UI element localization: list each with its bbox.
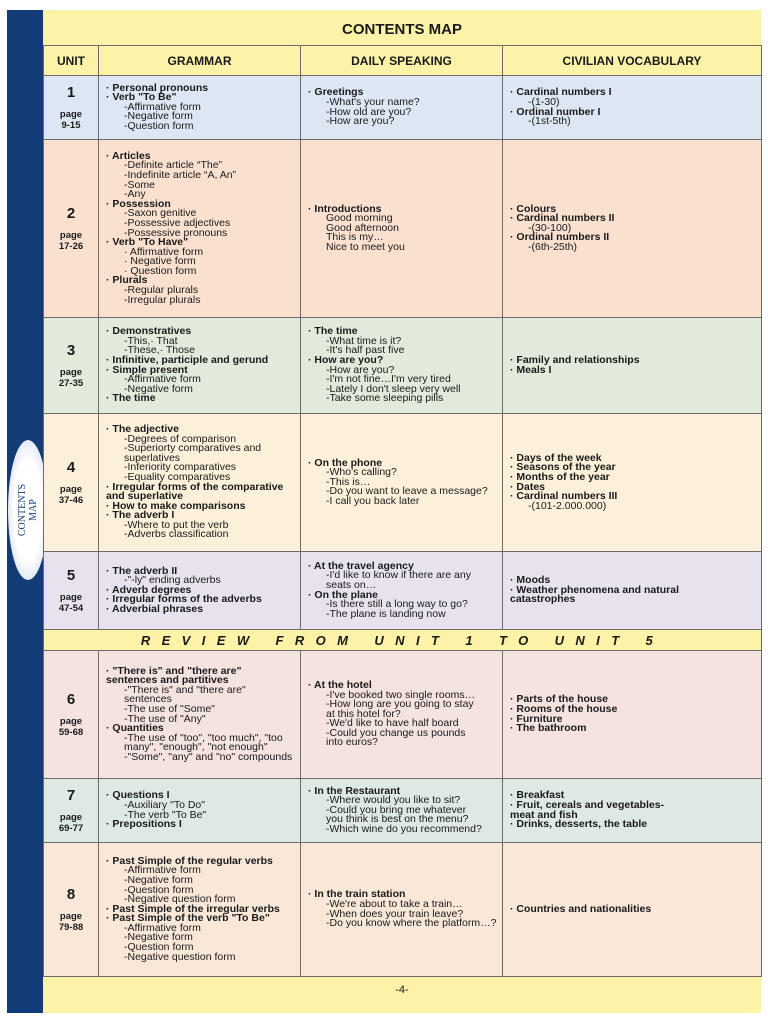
header-unit: UNIT [44,46,99,76]
speaking-line: Good afternoon [326,221,399,234]
tab-label-line-1: CONTENTS [17,483,28,537]
cell-unit [44,779,99,843]
grammar-line: · Possession [106,197,171,210]
speaking-line: -What time is it? [326,334,402,347]
speaking-list [301,559,502,620]
grammar-list [99,327,300,404]
cell-speaking [301,140,503,318]
grammar-line: · Negative form [124,255,196,268]
grammar-list [99,664,300,763]
header-vocabulary: CIVILIAN VOCABULARY [503,46,762,76]
speaking-line: · In the Restaurant [308,784,401,797]
cell-grammar [99,843,301,977]
grammar-line: · Irregular forms of the adverbs [106,593,262,606]
grammar-line: · Plurals [106,274,148,287]
cell-vocabulary [503,843,762,977]
vocabulary-line: · Ordinal numbers II [510,231,610,244]
speaking-line: -This is… [326,475,371,488]
speaking-line: · At the hotel [308,678,372,691]
vocabulary-line: -(1-30) [528,95,560,108]
speaking-line: you think is best on the menu? [326,813,469,826]
grammar-line: · Past Simple of the verb "To Be" [106,912,270,925]
speaking-line: -I'm not fine…I'm very tired [326,373,451,386]
grammar-line: -The use of "Some" [124,702,215,715]
vocabulary-list [503,576,761,605]
vocabulary-line: meat and fish [510,808,578,821]
speaking-line: · On the phone [308,456,383,469]
grammar-line: · Articles [106,149,151,162]
vocabulary-line: -(30-100) [528,221,572,234]
grammar-line: -Indefinite article “A, An” [124,168,237,181]
tab-label-line-2: MAP [28,499,39,521]
grammar-line: -Superiorty comparatives and [124,442,262,455]
grammar-line: · Verb "To Be" [106,91,177,104]
vocabulary-line: -(101-2.000.000) [528,499,607,512]
cell-unit [44,651,99,779]
speaking-line: -The plane is landing now [326,607,446,620]
speaking-line: -How are you? [326,363,395,376]
speaking-line: seats on… [326,578,377,591]
unit-page-range: 47-54 [58,603,84,614]
speaking-line: -It's half past five [326,344,405,357]
header-row [44,46,762,76]
vocabulary-list [503,791,761,829]
grammar-line: -Saxon genitive [124,207,197,220]
grammar-line: -Adverbs classification [124,528,229,541]
grammar-line: · The adverb I [106,509,175,522]
unit-row [44,651,762,779]
speaking-line: -Is there still a long way to go? [326,598,468,611]
cell-unit [44,414,99,552]
grammar-line: -Negative question form [124,950,236,963]
vocabulary-line: · Family and relationships [510,353,640,366]
grammar-line: superlatives [124,451,181,464]
speaking-line: · Greetings [308,86,364,99]
speaking-line: · At the travel agency [308,559,414,572]
speaking-line: Good morning [326,212,393,225]
cell-grammar [99,414,301,552]
vocabulary-line: · Rooms of the house [510,702,618,715]
unit-number: 2 [66,205,76,222]
unit-row [44,552,762,630]
vocabulary-line: · Weather phenomena and natural [510,583,679,596]
grammar-line: · Demonstratives [106,325,192,338]
vocabulary-line: · Parts of the house [510,693,609,706]
speaking-line: · Introductions [308,202,382,215]
grammar-line: -Question form [124,119,194,132]
grammar-line: -"Some", "any" and "no" compounds [124,750,293,763]
vocabulary-line: -(1st-5th) [528,115,571,128]
vocabulary-line: -(6th-25th) [528,240,578,253]
speaking-line: -When does your train leave? [326,907,464,920]
grammar-line: · Adverb degrees [106,583,192,596]
vocabulary-line: catastrophes [510,593,576,606]
cell-vocabulary [503,414,762,552]
speaking-list [301,202,502,253]
vocabulary-line: · Breakfast [510,789,565,802]
speaking-line: · In the train station [308,888,406,901]
grammar-line: -Question form [124,941,194,954]
unit-row [44,140,762,318]
unit-page-label: page [59,911,83,922]
unit-number: 4 [66,459,76,476]
grammar-line: many", "enough", "not enough" [124,741,268,754]
speaking-line: -Do you want to leave a message? [326,485,488,498]
vocabulary-list [503,695,761,733]
speaking-line: -Which wine do you recommend? [326,822,482,835]
cell-unit [44,552,99,630]
header-grammar: GRAMMAR [99,46,301,76]
grammar-line: -Possessive pronouns [124,226,228,239]
grammar-line: -Negative form [124,382,193,395]
speaking-line: -We're about to take a train… [326,897,463,910]
grammar-line: -The use of "too", "too much", "too [124,731,283,744]
grammar-line: -Inferiority comparatives [124,461,237,474]
vocabulary-line: · Meals I [510,363,552,376]
unit-page-range: 9-15 [61,120,81,131]
grammar-line: -Affirmative form [124,100,201,113]
grammar-line: · Personal pronouns [106,81,209,94]
unit-page-label: page [59,484,83,495]
unit-row [44,318,762,414]
unit-page-range: 37-46 [58,495,84,506]
vocabulary-list [503,353,761,376]
grammar-line: -Some [124,178,155,191]
cell-speaking [301,651,503,779]
speaking-line: -Take some sleeping pills [326,392,444,405]
unit-page-label: page [59,367,83,378]
cell-vocabulary [503,76,762,140]
cell-vocabulary [503,651,762,779]
grammar-line: · Simple present [106,363,188,376]
speaking-line: This is my… [326,231,384,244]
unit-row [44,779,762,843]
grammar-line: -Any [124,188,146,201]
grammar-line: -The verb "To Be" [124,808,207,821]
grammar-list [99,564,300,615]
vocabulary-line: · Seasons of the year [510,461,616,474]
cell-grammar [99,318,301,414]
cell-vocabulary [503,552,762,630]
grammar-line: sentences and partitives [106,674,229,687]
cell-grammar [99,651,301,779]
vocabulary-line: · Colours [510,202,557,215]
speaking-line: -Who's calling? [326,466,397,479]
page-title: CONTENTS MAP [342,21,462,38]
vocabulary-line: · Drinks, desserts, the table [510,818,648,831]
speaking-line: -How long are you going to stay [326,698,474,711]
cell-speaking [301,843,503,977]
speaking-list [301,456,502,507]
speaking-list [301,678,502,749]
cell-grammar [99,76,301,140]
unit-number: 1 [66,84,76,101]
grammar-line: -Definite article “The” [124,159,223,172]
vocabulary-line: · Fruit, cereals and vegetables- [510,798,665,811]
grammar-line: · Affirmative form [124,245,204,258]
cell-speaking [301,318,503,414]
cell-speaking [301,76,503,140]
cell-grammar [99,779,301,843]
unit-number: 6 [66,691,76,708]
vocabulary-line: · Moods [510,574,551,587]
speaking-line: -How are you? [326,115,395,128]
vocabulary-line: · Cardinal numbers I [510,86,612,99]
grammar-line: -"-ly" ending adverbs [124,574,221,587]
grammar-line: · Verb "To Have" [106,236,189,249]
grammar-line: · The adjective [106,422,179,435]
grammar-line: · Irregular forms of the comparative [106,480,284,493]
grammar-line: -Degrees of comparison [124,432,237,445]
speaking-line: · How are you? [308,353,384,366]
cell-unit [44,76,99,140]
speaking-line: -Could you bring me whatever [326,803,467,816]
grammar-line: -Where to put the verb [124,518,229,531]
speaking-line: at this hotel for? [326,707,401,720]
grammar-list [99,791,300,829]
cell-vocabulary [503,140,762,318]
grammar-line: -Affirmative form [124,864,201,877]
unit-page-label: page [59,592,83,603]
speaking-line: -How old are you? [326,105,412,118]
contents-table [43,45,762,977]
grammar-line: · Quantities [106,722,164,735]
vocabulary-line: · Cardinal numbers II [510,212,615,225]
grammar-line: · The adverb II [106,564,178,577]
unit-number: 5 [66,567,76,584]
speaking-line: · On the plane [308,588,379,601]
cell-unit [44,140,99,318]
speaking-list [301,327,502,404]
vocabulary-line: · Furniture [510,712,563,725]
grammar-list [99,81,300,132]
speaking-line: Nice to meet you [326,240,405,253]
grammar-list [99,422,300,541]
unit-number: 7 [66,787,76,804]
grammar-line: · Prepositions I [106,818,182,831]
unit-page-range: 27-35 [58,378,84,389]
grammar-line: -The use of "Any" [124,712,206,725]
cell-unit [44,843,99,977]
unit-page-range: 79-88 [58,922,84,933]
vocabulary-line: · Dates [510,480,546,493]
speaking-line: -What's your name? [326,95,420,108]
cell-grammar [99,140,301,318]
grammar-line: · Question form [124,264,197,277]
speaking-list [301,88,502,126]
unit-page-label: page [59,812,83,823]
contents-map-tab-label [17,484,39,536]
cell-vocabulary [503,318,762,414]
grammar-line: -Auxiliary "To Do" [124,798,205,811]
grammar-line: -Question form [124,883,194,896]
vocabulary-line: · Months of the year [510,470,610,483]
cell-speaking [301,414,503,552]
unit-page-label: page [59,109,83,120]
vocabulary-line: · Ordinal number I [510,105,601,118]
grammar-list [99,854,300,963]
unit-page-label: page [59,716,83,727]
grammar-list [99,149,300,306]
speaking-line: -I'd like to know if there are any [326,569,471,582]
grammar-line: · Past Simple of the irregular verbs [106,902,280,915]
grammar-line: -Negative form [124,873,193,886]
grammar-line: -Equality comparatives [124,470,231,483]
grammar-line: -Negative question form [124,893,236,906]
grammar-line: · Infinitive, participle and gerund [106,353,269,366]
speaking-line: -Where would you like to sit? [326,794,461,807]
speaking-line: -Could you change us pounds [326,726,466,739]
cell-speaking [301,552,503,630]
speaking-line: · The time [308,325,358,338]
grammar-line: · How to make comparisons [106,499,246,512]
grammar-line: · The time [106,392,156,405]
grammar-line: -Affirmative form [124,921,201,934]
review-banner: REVIEW FROM UNIT 1 TO UNIT 5 [44,630,762,651]
cell-vocabulary [503,779,762,843]
vocabulary-list [503,902,761,915]
grammar-line: -This,· That [124,334,178,347]
speaking-list [301,784,502,835]
grammar-line: -Negative form [124,110,193,123]
unit-number: 3 [66,342,76,359]
grammar-line: -"There is" and "there are" [124,683,246,696]
vocabulary-list [503,451,761,512]
speaking-list [301,890,502,928]
grammar-line: sentences [124,693,172,706]
speaking-line: -Do you know where the platform…? [326,917,497,930]
page-number: -4- [395,984,409,996]
grammar-line: -Regular plurals [124,284,199,297]
grammar-line: -These,· Those [124,344,196,357]
speaking-line: -I call you back later [326,494,420,507]
grammar-line: and superlative [106,490,184,503]
unit-page-range: 17-26 [58,241,84,252]
unit-row [44,843,762,977]
vocabulary-line: · Countries and nationalities [510,902,652,915]
speaking-line: into euros? [326,736,378,749]
speaking-line: -We'd like to have half board [326,717,459,730]
grammar-line: · Adverbial phrases [106,602,204,615]
unit-page-range: 69-77 [58,823,84,834]
speaking-line: -I've booked two single rooms… [326,688,476,701]
grammar-line: -Negative form [124,931,193,944]
cell-unit [44,318,99,414]
vocabulary-list [503,202,761,253]
vocabulary-line: · The bathroom [510,722,587,735]
review-row [44,630,762,651]
grammar-line: -Possessive adjectives [124,216,231,229]
unit-number: 8 [66,886,76,903]
grammar-line: · "There is" and "there are" [106,664,242,677]
vocabulary-list [503,88,761,126]
grammar-line: -Irregular plurals [124,293,201,306]
grammar-line: · Questions I [106,789,170,802]
unit-page-label: page [59,230,83,241]
unit-page-range: 59-68 [58,727,84,738]
table-body [44,76,762,977]
unit-row [44,414,762,552]
grammar-line: -Affirmative form [124,373,201,386]
speaking-line: -Lately I don't sleep very well [326,382,461,395]
grammar-line: · Past Simple of the regular verbs [106,854,273,867]
vocabulary-line: · Cardinal numbers III [510,490,618,503]
vocabulary-line: · Days of the week [510,451,602,464]
header-speaking: DAILY SPEAKING [301,46,503,76]
cell-speaking [301,779,503,843]
unit-row [44,76,762,140]
cell-grammar [99,552,301,630]
